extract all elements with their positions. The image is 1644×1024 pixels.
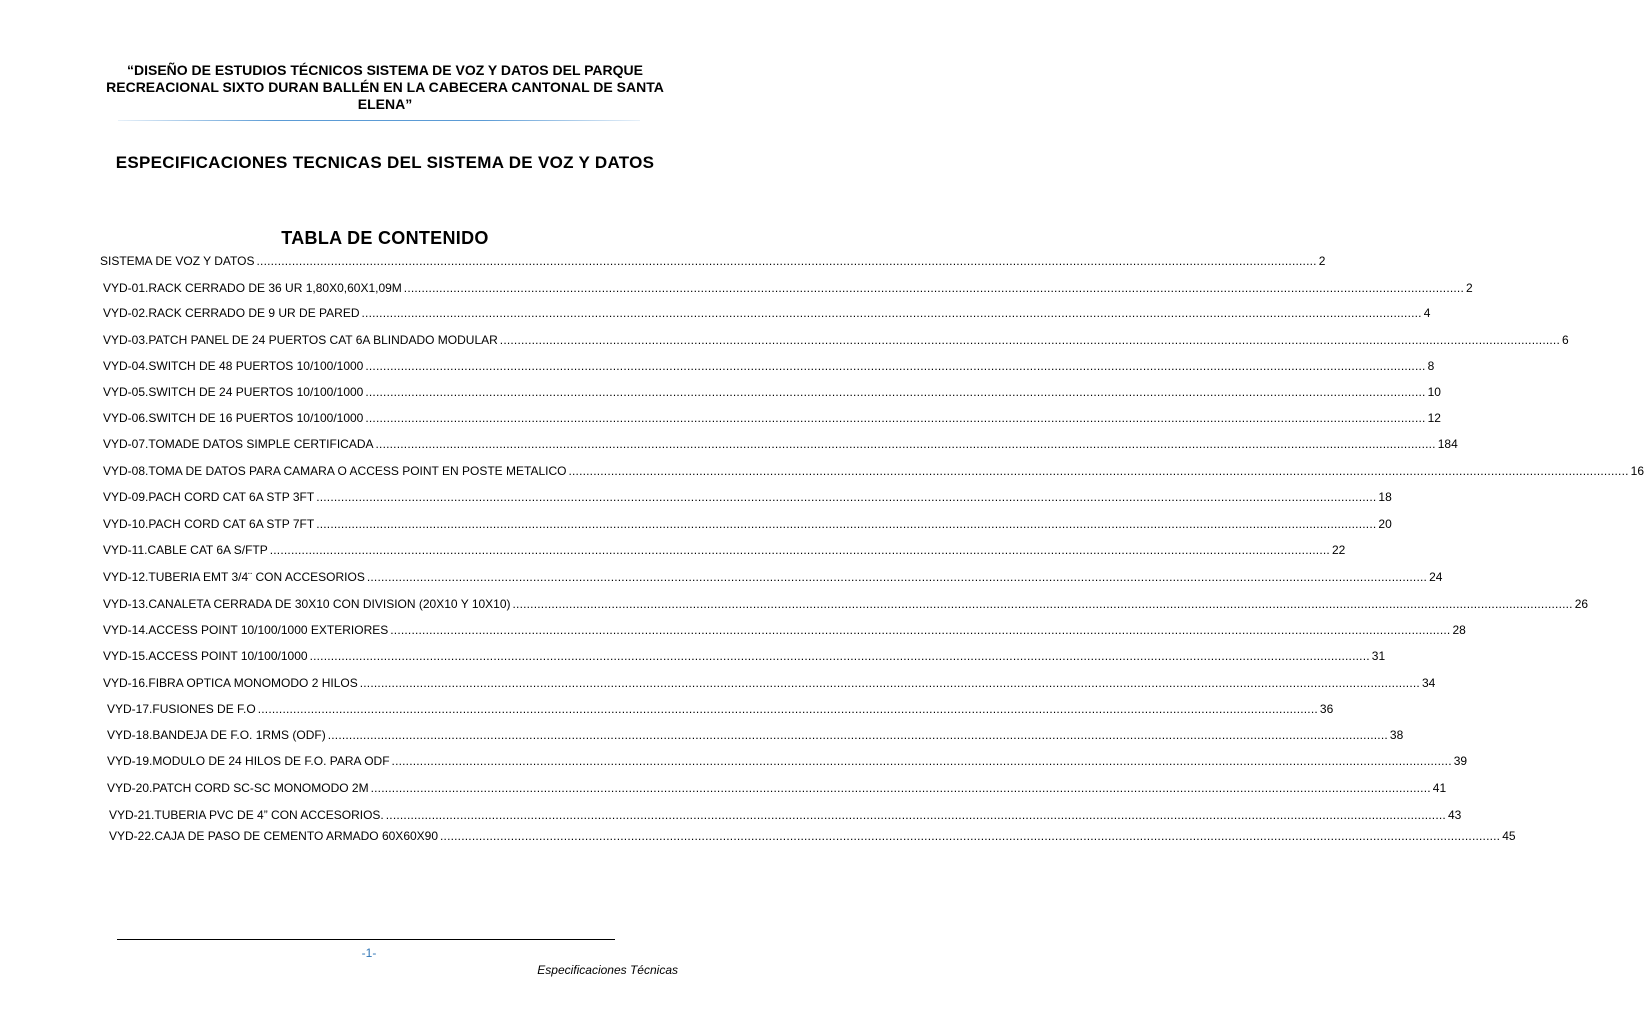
toc-entry-leader: ............................................................................................................................................................................................................................................................................................................	[390, 623, 1451, 637]
toc-entry-page: 2	[1318, 254, 1326, 268]
toc-entry-title: MODULO DE 24 HILOS DE F.O. PARA ODF	[152, 754, 390, 768]
toc-entry[interactable]	[100, 254, 1326, 268]
toc-entry-title: CABLE CAT 6A S/FTP	[147, 543, 268, 557]
toc-entry[interactable]	[103, 359, 1435, 373]
toc-entry-code: VYD-03.	[103, 333, 149, 347]
toc-entry-page: 36	[1319, 702, 1334, 716]
toc-entry-code: VYD-11.	[103, 543, 148, 557]
toc-entry-code: VYD-04.	[103, 359, 149, 373]
toc-entry-code: VYD-17.	[107, 702, 153, 716]
toc-entry[interactable]	[109, 829, 1516, 843]
toc-entry-code: VYD-13.	[103, 597, 149, 611]
toc-entry-code: VYD-22.	[109, 829, 155, 843]
toc-entry-code: VYD-05.	[103, 385, 149, 399]
toc-entry-code: VYD-08.	[103, 464, 149, 478]
toc-entry-leader: ............................................................................................................................................................................................................................................................................................................	[512, 597, 1573, 611]
toc-entry-code: VYD-01.	[103, 281, 149, 295]
toc-entry-code: VYD-12.	[103, 570, 149, 584]
toc-entry-leader: ............................................................................................................................................................................................................................................................................................................	[361, 306, 1422, 320]
toc-entry-page: 24	[1429, 570, 1443, 584]
toc-entry-page: 34	[1421, 676, 1436, 690]
toc-entry-title: SISTEMA DE VOZ Y DATOS	[100, 254, 255, 268]
toc-entry-page: 6	[1562, 333, 1569, 347]
toc-entry-title: ACCESS POINT 10/100/1000	[148, 649, 308, 663]
toc-entry[interactable]	[103, 281, 1473, 295]
toc-entry-title: RACK CERRADO DE 36 UR 1,80X0,60X1,09M	[148, 281, 402, 295]
toc-entry[interactable]	[107, 728, 1404, 742]
toc-entry-title: ACCESS POINT 10/100/1000 EXTERIORES	[148, 623, 389, 637]
toc-entry[interactable]	[103, 385, 1441, 399]
toc-entry-page: 41	[1432, 781, 1447, 795]
toc-entry-code: VYD-16.	[103, 676, 149, 690]
toc-entry-leader: ............................................................................................................................................................................................................................................................................................................	[403, 281, 1464, 295]
toc-entry-page: 20	[1378, 517, 1392, 531]
toc-entry-title: TUBERIA PVC DE 4” CON ACCESORIOS.	[154, 808, 384, 822]
toc-entry-page: 31	[1371, 649, 1386, 663]
toc-entry-code: VYD-07.	[103, 437, 149, 451]
toc-entry-title: SWITCH DE 24 PUERTOS 10/100/1000	[148, 385, 364, 399]
toc-entry-code: VYD-14.	[103, 623, 149, 637]
toc-entry-page: 4	[1423, 306, 1431, 320]
toc-entry-code: VYD-18.	[107, 728, 153, 742]
toc-entry-code: VYD-02.	[103, 306, 149, 320]
toc-entry[interactable]	[103, 676, 1436, 690]
toc-entry[interactable]	[103, 623, 1466, 637]
toc-entry-page: 12	[1427, 411, 1441, 425]
toc-entry-title: PATCH PANEL DE 24 PUERTOS CAT 6A BLINDADO MODULAR	[148, 333, 498, 347]
toc-entry-leader: ............................................................................................................................................................................................................................................................................................................	[391, 754, 1452, 768]
toc-entry-title: SWITCH DE 48 PUERTOS 10/100/1000	[148, 359, 364, 373]
toc-entry-title: SWITCH DE 16 PUERTOS 10/100/1000	[148, 411, 364, 425]
toc-entry-title: TUBERIA EMT 3/4¨ CON ACCESORIOS	[148, 570, 365, 584]
toc-entry-leader: ............................................................................................................................................................................................................................................................................................................	[269, 543, 1330, 557]
toc-entry-code: VYD-21.	[109, 808, 155, 822]
toc-entry-leader: ............................................................................................................................................................................................................................................................................................................	[568, 464, 1629, 478]
toc-entry-page: 8	[1427, 359, 1435, 373]
toc-entry-page: 10	[1427, 385, 1441, 399]
toc-entry-title: CAJA DE PASO DE CEMENTO ARMADO 60X60X90	[154, 829, 439, 843]
toc-entry-leader: ............................................................................................................................................................................................................................................................................................................	[365, 411, 1426, 425]
toc-entry[interactable]	[109, 808, 1462, 822]
toc-entry-leader: ............................................................................................................................................................................................................................................................................................................	[499, 333, 1560, 347]
toc-entry[interactable]	[103, 517, 1392, 531]
toc-entry-leader: ............................................................................................................................................................................................................................................................................................................	[327, 728, 1388, 742]
toc-entry-leader: ............................................................................................................................................................................................................................................................................................................	[366, 570, 1428, 584]
toc-entry-page: 43	[1447, 808, 1462, 822]
toc-entry-page: 39	[1453, 754, 1468, 768]
toc-entry-leader: ............................................................................................................................................................................................................................................................................................................	[316, 517, 1377, 531]
toc-entry-leader: ............................................................................................................................................................................................................................................................................................................	[385, 808, 1446, 822]
toc-entry-title: RACK CERRADO DE 9 UR DE PARED	[148, 306, 360, 320]
footer-label: Especificaciones Técnicas	[537, 963, 678, 977]
toc-entry-leader: ............................................................................................................................................................................................................................................................................................................	[370, 781, 1431, 795]
footer-divider	[117, 939, 615, 940]
toc-entry-leader: ............................................................................................................................................................................................................................................................................................................	[375, 437, 1436, 451]
toc-entry-title: PACH CORD CAT 6A STP 3FT	[148, 490, 315, 504]
toc-entry[interactable]	[103, 490, 1392, 504]
toc-entry-title: FIBRA OPTICA MONOMODO 2 HILOS	[148, 676, 358, 690]
toc-entry-page: 22	[1331, 543, 1346, 557]
toc-entry-title: TOMADE DATOS SIMPLE CERTIFICADA	[148, 437, 374, 451]
toc-entry-page: 16	[1630, 464, 1644, 478]
toc-entry-code: VYD-09.	[103, 490, 149, 504]
toc-entry[interactable]	[103, 649, 1386, 663]
toc-entry-leader: ............................................................................................................................................................................................................................................................................................................	[309, 649, 1370, 663]
toc-entry-leader: ............................................................................................................................................................................................................................................................................................................	[256, 254, 1317, 268]
toc-entry-leader: ............................................................................................................................................................................................................................................................................................................	[316, 490, 1377, 504]
document-title: ESPECIFICACIONES TECNICAS DEL SISTEMA DE VOZ Y DATOS	[115, 153, 655, 172]
toc-entry-leader: ............................................................................................................................................................................................................................................................................................................	[365, 359, 1426, 373]
toc-entry-code: VYD-20.	[107, 781, 153, 795]
toc-entry[interactable]	[107, 754, 1468, 768]
toc-entry-title: BANDEJA DE F.O. 1RMS (ODF)	[152, 728, 326, 742]
toc-entry[interactable]	[103, 437, 1458, 451]
toc-entry-code: VYD-19.	[107, 754, 153, 768]
toc-entry-page: 18	[1378, 490, 1392, 504]
toc-entry-title: CANALETA CERRADA DE 30X10 CON DIVISION (20X10 Y 10X10)	[148, 597, 511, 611]
toc-entry-page: 28	[1452, 623, 1466, 637]
toc-entry-code: VYD-06.	[103, 411, 149, 425]
toc-entry-title: PATCH CORD SC-SC MONOMODO 2M	[152, 781, 369, 795]
toc-entry-page: 38	[1389, 728, 1404, 742]
toc-entry-leader: ............................................................................................................................................................................................................................................................................................................	[365, 385, 1426, 399]
toc-entry-code: VYD-10.	[103, 517, 149, 531]
toc-entry[interactable]	[103, 411, 1441, 425]
toc-entry[interactable]	[103, 543, 1346, 557]
toc-entry[interactable]	[107, 702, 1334, 716]
toc-entry-leader: ............................................................................................................................................................................................................................................................................................................	[359, 676, 1420, 690]
toc-entry[interactable]	[103, 306, 1431, 320]
toc-entry-title: PACH CORD CAT 6A STP 7FT	[148, 517, 315, 531]
toc-entry[interactable]	[103, 333, 1569, 347]
document-header-title: “DISEÑO DE ESTUDIOS TÉCNICOS SISTEMA DE VOZ Y DATOS DEL PARQUE RECREACIONAL SIXTO DURAN BALLÉN EN LA CABECERA CANTONAL DE SANTA ELENA”	[106, 62, 664, 112]
toc-entry-page: 45	[1502, 829, 1516, 843]
toc-entry-page: 2	[1466, 281, 1473, 295]
toc-entry-code: VYD-15.	[103, 649, 149, 663]
toc-entry-title: FUSIONES DE F.O	[152, 702, 256, 716]
header-divider	[118, 120, 640, 121]
toc-entry-page: 184	[1437, 437, 1458, 451]
toc-entry-title: TOMA DE DATOS PARA CAMARA O ACCESS POINT EN POSTE METALICO	[148, 464, 567, 478]
toc-entry[interactable]	[107, 781, 1447, 795]
toc-entry[interactable]	[103, 570, 1443, 584]
toc-heading: TABLA DE CONTENIDO	[281, 228, 489, 248]
toc-entry[interactable]	[103, 597, 1589, 611]
toc-entry-page: 26	[1574, 597, 1589, 611]
page-number: -1-	[361, 946, 377, 960]
toc-entry-leader: ............................................................................................................................................................................................................................................................................................................	[440, 829, 1501, 843]
toc-entry-leader: ............................................................................................................................................................................................................................................................................................................	[257, 702, 1318, 716]
toc-entry[interactable]	[103, 464, 1644, 478]
